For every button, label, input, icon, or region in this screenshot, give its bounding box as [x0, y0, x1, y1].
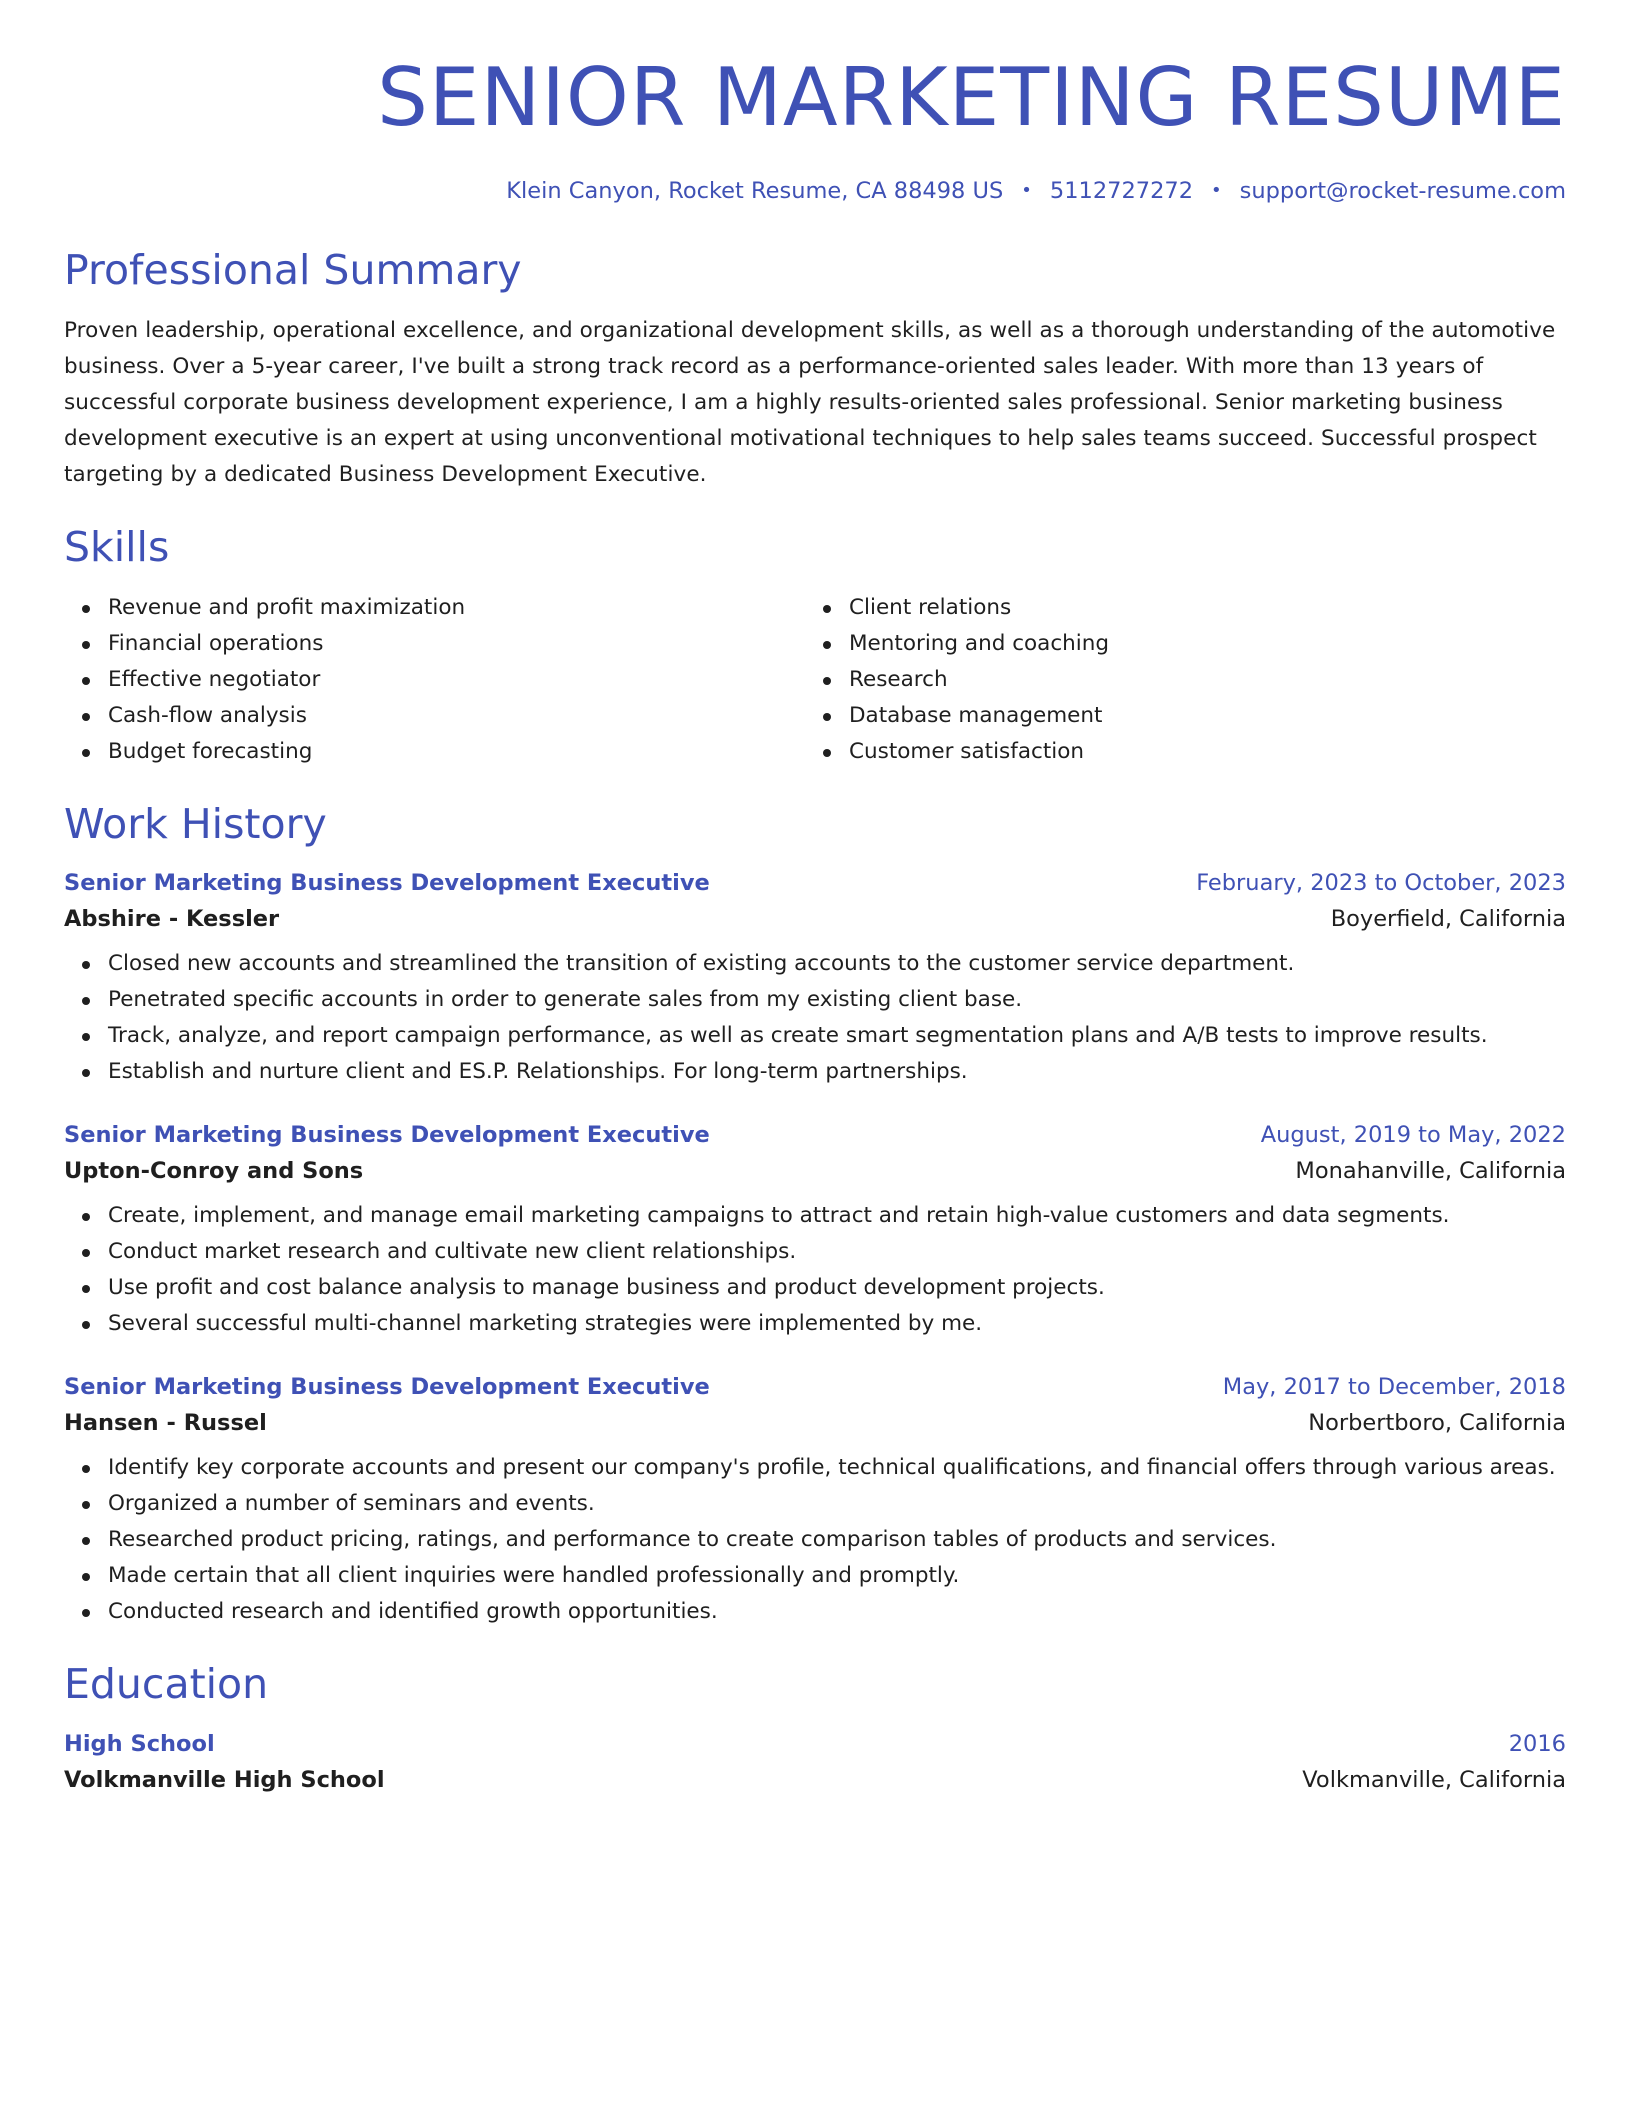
skills-heading: Skills — [64, 523, 170, 572]
job-bullets — [64, 1450, 1566, 1630]
job-bullet: Identify key corporate accounts and present our company's profile, technical qualifications, and financial offers through various areas. — [108, 1450, 1566, 1486]
education-degree: High School — [64, 1730, 215, 1757]
contact-address: Klein Canyon, Rocket Resume, CA 88498 US — [506, 178, 1004, 204]
education-heading: Education — [64, 1659, 269, 1708]
education-subheader — [64, 1767, 1566, 1793]
summary-text: Proven leadership, operational excellence, and organizational development skills, as well as a thorough understanding of the automotive business. Over a 5-year career, I've built a strong track record as a performance-oriented sales leader. With more than 13 years of successful corporate business development experience, I am a highly results-oriented sales professional. Senior marketing business development executive is an expert at using unconventional motivational techniques to help sales teams succeed. Successful prospect targeting by a dedicated Business Development Executive. — [64, 318, 1556, 488]
education-school: Volkmanville High School — [64, 1766, 385, 1793]
skill-item: Revenue and profit maximization — [108, 590, 805, 626]
skill-item: Mentoring and coaching — [849, 626, 1546, 662]
skill-item: Budget forecasting — [108, 734, 805, 770]
skills-column-right — [805, 590, 1546, 770]
education-header — [64, 1731, 1566, 1757]
job-subheader — [64, 1410, 1566, 1436]
job-entry — [64, 1374, 1566, 1630]
job-bullets — [64, 1198, 1566, 1342]
job-bullet: Use profit and cost balance analysis to manage business and product development projects. — [108, 1270, 1566, 1306]
resume-page — [64, 40, 1566, 1793]
job-header — [64, 1374, 1566, 1400]
job-bullet: Researched product pricing, ratings, and performance to create comparison tables of products and services. — [108, 1522, 1566, 1558]
job-bullets — [64, 946, 1566, 1090]
skills-list — [64, 590, 1566, 770]
job-subheader — [64, 906, 1566, 932]
education-location: Volkmanville, California — [1302, 1766, 1566, 1793]
job-title: Senior Marketing Business Development Executive — [64, 869, 710, 896]
job-header — [64, 870, 1566, 896]
skill-item: Cash-flow analysis — [108, 698, 805, 734]
job-bullet: Closed new accounts and streamlined the transition of existing accounts to the customer service department. — [108, 946, 1566, 982]
job-location: Monahanville, California — [1295, 1157, 1566, 1184]
job-bullet: Made certain that all client inquiries were handled professionally and promptly. — [108, 1558, 1566, 1594]
skill-item: Client relations — [849, 590, 1546, 626]
job-header — [64, 1122, 1566, 1148]
separator-dot: • — [1021, 180, 1032, 201]
skill-item: Research — [849, 662, 1546, 698]
job-location: Norbertboro, California — [1308, 1409, 1566, 1436]
resume-title: SENIOR MARKETING RESUME — [377, 51, 1566, 144]
job-bullet: Penetrated specific accounts in order to generate sales from my existing client base. — [108, 982, 1566, 1018]
job-bullet: Establish and nurture client and ES.P. Relationships. For long-term partnerships. — [108, 1054, 1566, 1090]
skill-item: Financial operations — [108, 626, 805, 662]
job-company: Upton-Conroy and Sons — [64, 1157, 364, 1184]
skill-item: Effective negotiator — [108, 662, 805, 698]
job-dates: May, 2017 to December, 2018 — [1222, 1373, 1566, 1400]
job-company: Abshire - Kessler — [64, 905, 280, 932]
summary-heading: Professional Summary — [64, 246, 522, 294]
separator-dot: • — [1211, 180, 1222, 201]
education-entry — [64, 1731, 1566, 1793]
contact-email[interactable]: support@rocket-resume.com — [1239, 178, 1566, 204]
skill-item: Database management — [849, 698, 1546, 734]
job-entry — [64, 870, 1566, 1090]
job-company: Hansen - Russel — [64, 1409, 267, 1436]
job-bullet: Conduct market research and cultivate new client relationships. — [108, 1234, 1566, 1270]
job-bullet: Conducted research and identified growth opportunities. — [108, 1594, 1566, 1630]
job-bullet: Organized a number of seminars and events. — [108, 1486, 1566, 1522]
contact-line — [64, 178, 1566, 204]
job-entry — [64, 1122, 1566, 1342]
job-bullet: Several successful multi-channel marketing strategies were implemented by me. — [108, 1306, 1566, 1342]
job-title: Senior Marketing Business Development Executive — [64, 1373, 710, 1400]
skill-item: Customer satisfaction — [849, 734, 1546, 770]
job-bullet: Track, analyze, and report campaign performance, as well as create smart segmentation plans and A/B tests to improve results. — [108, 1018, 1566, 1054]
education-year: 2016 — [1508, 1730, 1566, 1757]
work-history-heading: Work History — [64, 800, 327, 849]
job-title: Senior Marketing Business Development Executive — [64, 1121, 710, 1148]
job-location: Boyerfield, California — [1330, 905, 1566, 932]
skills-column-left — [64, 590, 805, 770]
contact-phone: 5112727272 — [1049, 178, 1194, 204]
job-bullet: Create, implement, and manage email marketing campaigns to attract and retain high-value customers and data segments. — [108, 1198, 1566, 1234]
job-dates: February, 2023 to October, 2023 — [1196, 869, 1566, 896]
job-dates: August, 2019 to May, 2022 — [1260, 1121, 1566, 1148]
job-subheader — [64, 1158, 1566, 1184]
